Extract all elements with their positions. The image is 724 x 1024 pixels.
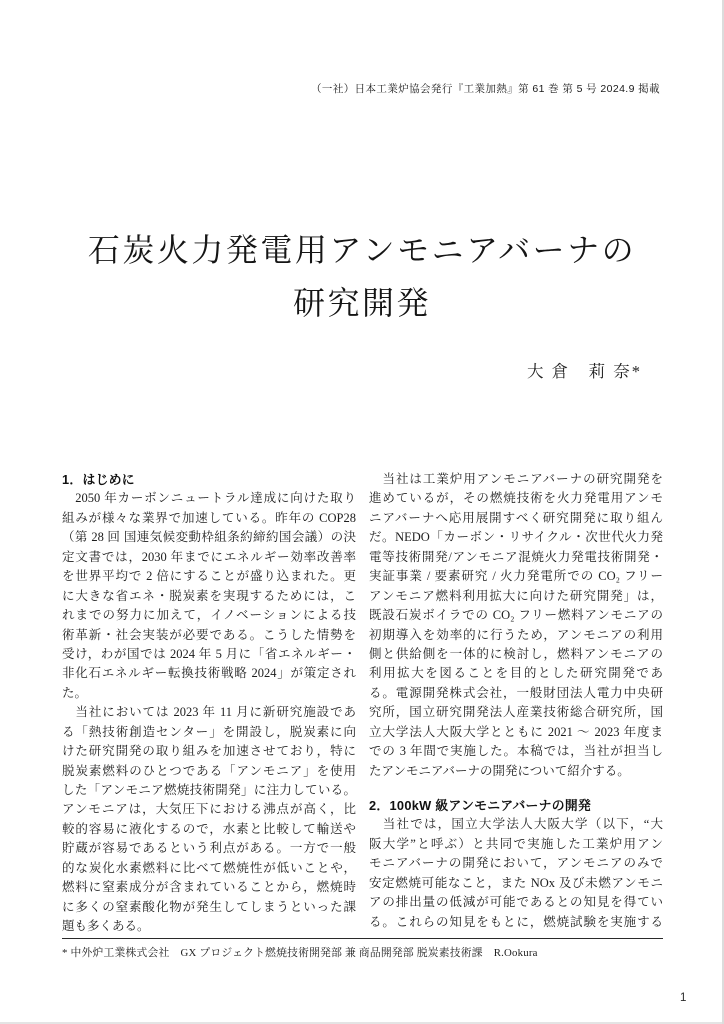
text-line: る。これらの知見をもとに，燃焼試験を実施する [369, 914, 663, 929]
paper-title-line-1: 石炭火力発電用アンモニアバーナの [87, 232, 637, 268]
text-line: での 3 年間で実施した。本稿では，当社が担当し [369, 744, 663, 759]
text-line: アンモニアは，大気圧下における沸点が高く，比 [62, 802, 356, 817]
text-line: 当社は工業炉用アンモニアバーナの研究開発を [369, 472, 663, 486]
text-line: 進めているが，その燃焼技術を火力発電用アンモ [369, 491, 663, 506]
text-line: 術革新・社会実装が必要である。こうした情勢を [62, 627, 356, 642]
page-number: 1 [680, 992, 687, 1004]
footnote-rule [62, 938, 663, 939]
paragraph-intro-2 [62, 703, 356, 936]
text-line: 当社においては 2023 年 11 月に新研究施設であ [62, 705, 356, 720]
body-columns [62, 470, 663, 937]
text-line: を世界平均で 2 倍にすることが盛り込まれた。更 [62, 569, 356, 584]
text-line: モニアバーナの開発において，アンモニアのみで [369, 856, 663, 871]
left-column [62, 470, 356, 937]
author-name: 大 倉 莉 奈* [527, 362, 642, 381]
paper-title [0, 224, 724, 330]
text-line: 2050 年カーボンニュートラル達成に向けた取り [62, 491, 356, 506]
text-line: 受け，わが国では 2024 年 5 月に「省エネルギー・ [62, 646, 356, 661]
text-line: 実証事業 / 要素研究 / 火力発電所での CO₂ フリー [369, 569, 663, 584]
text-line: アンモニア燃料利用拡大に向けた研究開発」は， [369, 588, 663, 603]
text-line: 貯蔵が容易であるという利点がある。一方で一般 [62, 841, 356, 856]
paper-title-line-2: 研究開発 [292, 285, 431, 321]
text-line: 側と供給側を一体的に検討し，燃料アンモニアの [369, 646, 663, 661]
text-line: 立大学法人大阪大学とともに 2021 ～ 2023 年度ま [369, 724, 663, 739]
text-line: たアンモニアバーナの開発について紹介する。 [369, 763, 630, 778]
text-line: 初期導入を効率的に行うため，アンモニアの利用 [369, 627, 663, 642]
text-line: （第 28 回 国連気候変動枠組条約締約国会議）の決 [62, 530, 356, 545]
text-line: に大きな省エネ・脱炭素を実現するためには，こ [62, 588, 356, 603]
text-line: 燃料に窒素成分が含まれていることから，燃焼時 [62, 880, 356, 895]
text-line: 非化石エネルギー転換技術戦略 2024」が策定され [62, 666, 356, 681]
text-line: 阪大学”と呼ぶ）と共同で実施した工業炉用アン [369, 836, 663, 851]
text-line: 既設石炭ボイラでの CO₂ フリー燃料アンモニアの [369, 608, 663, 623]
text-line: 利用拡大を図ることを目的とした研究開発であ [369, 666, 663, 681]
text-line: 当社では，国立大学法人大阪大学（以下，“大 [369, 817, 663, 832]
text-line: る「熱技術創造センター」を開設し，脱炭素に向 [62, 724, 356, 739]
text-line: 究所，国立研究開発法人産業技術総合研究所，国 [369, 705, 663, 720]
text-line: 電等技術開発/アンモニア混焼火力発電技術開発・ [369, 549, 663, 564]
text-line: けた研究開発の取り組みを加速させており，特に [62, 744, 356, 759]
author-affiliation-footnote: * 中外炉工業株式会社 GX プロジェクト燃焼技術開発部 兼 商品開発部 脱炭素技術課 R.Ookura [62, 947, 538, 959]
text-line: に多くの窒素酸化物が発生してしまうといった課 [62, 899, 356, 914]
text-line: た。 [62, 685, 88, 700]
section-1-heading: 1．はじめに [62, 472, 135, 487]
text-line: 定文書では，2030 年までにエネルギー効率改善率 [62, 549, 356, 564]
paragraph-100kw-burner [369, 815, 663, 932]
journal-citation-line: （一社）日本工業炉協会発行『工業加熱』第 61 巻 第 5 号 2024.9 掲載 [311, 83, 660, 95]
text-line: 組みが様々な業界で加速している。昨年の COP28 [62, 510, 356, 525]
text-line: 較的容易に液化するので，水素と比較して輸送や [62, 821, 356, 836]
text-line: アの排出量の低減が可能であるとの知見を得てい [369, 895, 663, 910]
text-line: れまでの努力に加えて，イノベーションによる技 [62, 608, 356, 623]
text-line: した「アンモニア燃焼技術開発」に注力している。 [62, 783, 356, 798]
paragraph-nedo-project [369, 470, 663, 781]
text-line: 題も多くある。 [62, 919, 150, 934]
right-column [369, 470, 663, 937]
section-2-heading: 2．100kW 級アンモニアバーナの開発 [369, 798, 592, 813]
text-line: 的な炭化水素燃料に比べて燃焼性が低いことや， [62, 860, 356, 875]
text-line: 安定燃焼可能なこと，また NOx 及び未燃アンモニ [369, 875, 663, 890]
text-line: ニアバーナへ応用展開すべく研究開発に取り組ん [369, 510, 663, 525]
text-line: だ。NEDO「カーボン・リサイクル・次世代火力発 [369, 530, 663, 545]
text-line: る。電源開発株式会社，一般財団法人電力中央研 [369, 685, 663, 700]
paragraph-intro-1 [62, 489, 356, 703]
text-line: 脱炭素燃料のひとつである「アンモニア」を使用 [62, 763, 356, 778]
